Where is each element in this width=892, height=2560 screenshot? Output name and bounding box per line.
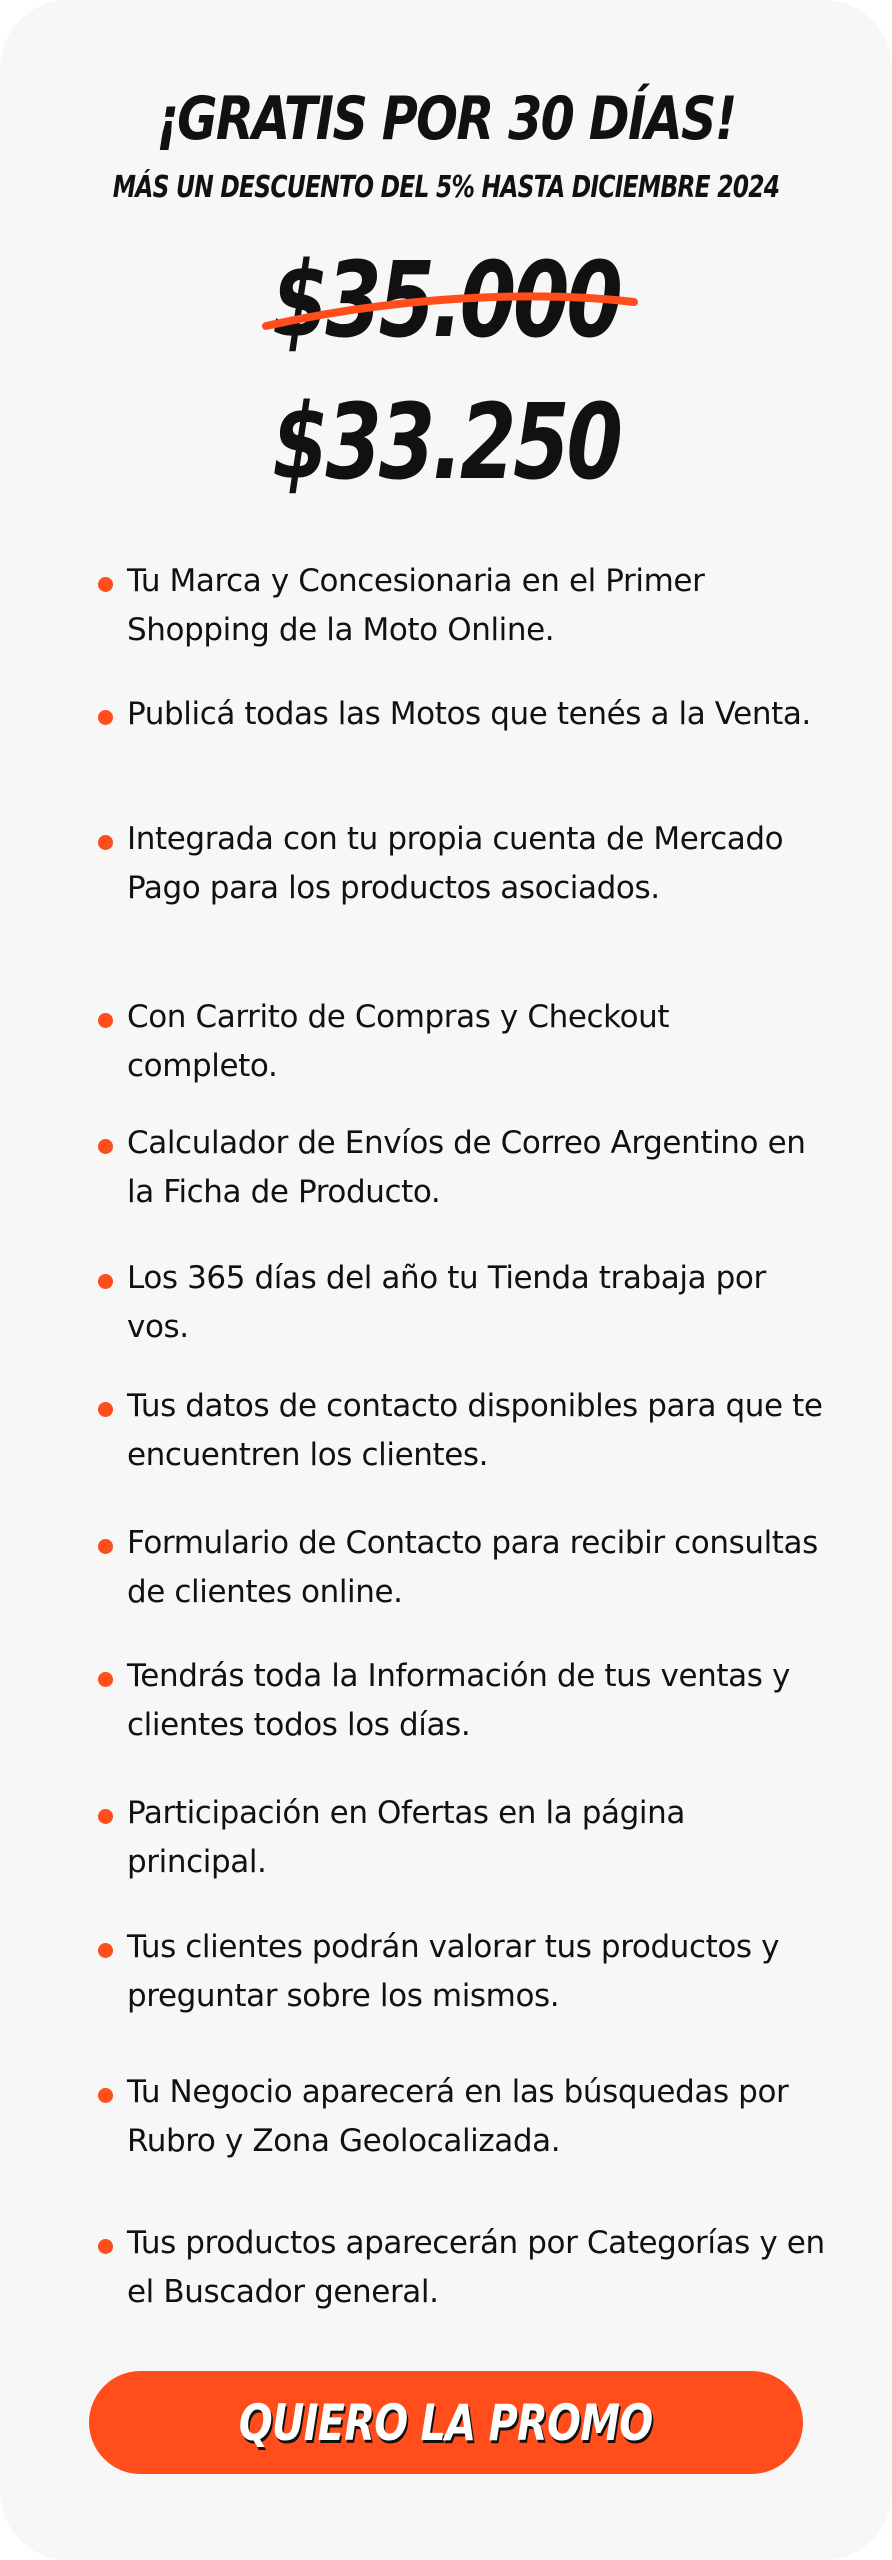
feature-text: Tu Marca y Concesionaria en el Primer Shopping de la Moto Online.	[127, 563, 705, 648]
feature-text: Tus clientes podrán valorar tus productos y preguntar sobre los mismos.	[127, 1929, 780, 2014]
feature-text: Con Carrito de Compras y Checkout completo.	[127, 999, 670, 1084]
quiero-la-promo-button[interactable]	[89, 2371, 803, 2474]
feature-text: Integrada con tu propia cuenta de Mercado Pago para los productos asociados.	[127, 821, 784, 906]
bullet-icon	[98, 1274, 113, 1289]
new-price: $33.250	[272, 381, 620, 503]
feature-text: Tendrás toda la Información de tus ventas y clientes todos los días.	[127, 1658, 790, 1743]
feature-text: Participación en Ofertas en la página principal.	[127, 1795, 685, 1880]
bullet-icon	[98, 1539, 113, 1554]
bullet-icon	[98, 1402, 113, 1417]
promo-subheadline: MÁS UN DESCUENTO DEL 5% HASTA DICIEMBRE 2024	[112, 170, 780, 205]
cta-label: QUIERO LA PROMO	[239, 2393, 653, 2452]
bullet-icon	[98, 2239, 113, 2254]
bullet-icon	[98, 577, 113, 592]
promo-headline: ¡GRATIS POR 30 DÍAS!	[156, 84, 736, 154]
bullet-icon	[98, 1943, 113, 1958]
bullet-icon	[98, 835, 113, 850]
old-price: $35.000	[272, 239, 620, 361]
feature-text: Tus datos de contacto disponibles para que te encuentren los clientes.	[127, 1388, 823, 1473]
feature-text: Tus productos aparecerán por Categorías y en el Buscador general.	[127, 2225, 825, 2310]
feature-text: Publicá todas las Motos que tenés a la Venta.	[127, 696, 811, 732]
feature-text: Tu Negocio aparecerá en las búsquedas por Rubro y Zona Geolocalizada.	[127, 2074, 789, 2159]
bullet-icon	[98, 1139, 113, 1154]
bullet-icon	[98, 1809, 113, 1824]
feature-text: Los 365 días del año tu Tienda trabaja por vos.	[127, 1260, 766, 1345]
bullet-icon	[98, 1013, 113, 1028]
bullet-icon	[98, 2088, 113, 2103]
feature-text: Calculador de Envíos de Correo Argentino en la Ficha de Producto.	[127, 1125, 806, 1210]
bullet-icon	[98, 710, 113, 725]
bullet-icon	[98, 1672, 113, 1687]
feature-text: Formulario de Contacto para recibir consultas de clientes online.	[127, 1525, 818, 1610]
